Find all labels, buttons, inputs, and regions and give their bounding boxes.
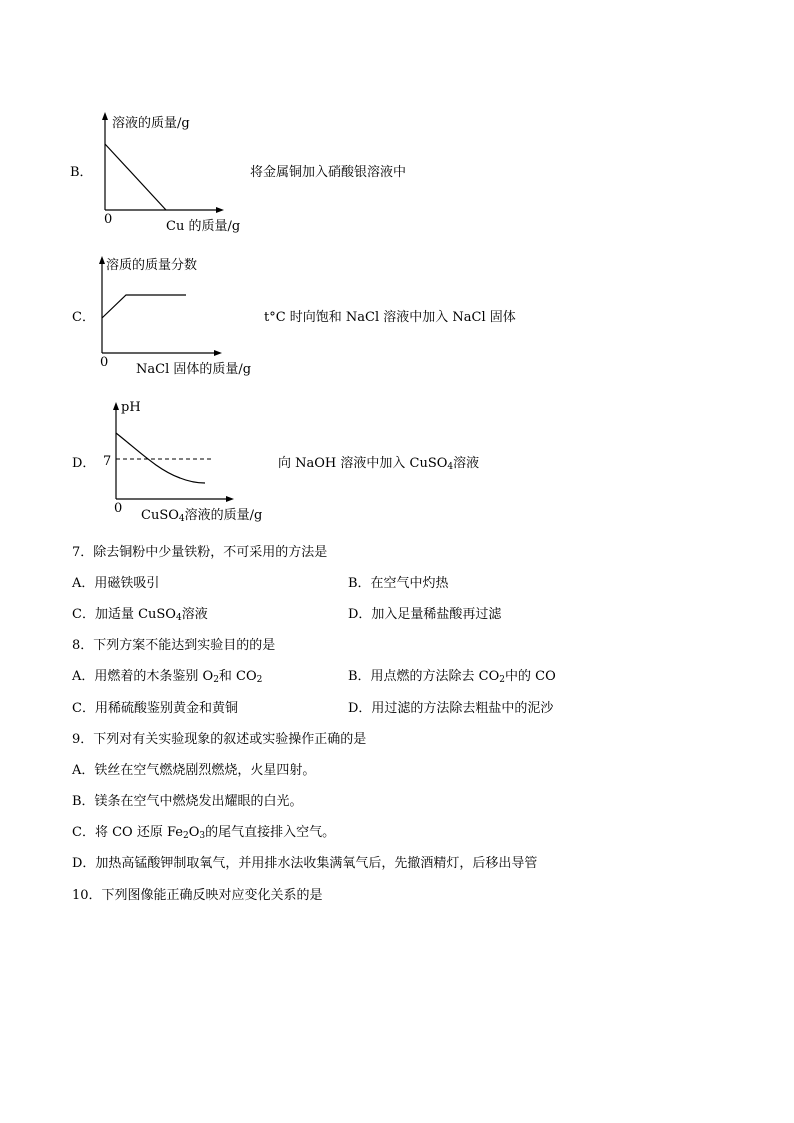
q9-option-a: A．铁丝在空气燃烧剧烈燃烧，火星四射。 — [72, 763, 316, 778]
option-b-label: B． — [70, 165, 93, 180]
graph-c-x-arrow — [214, 350, 222, 356]
q8-option-d: D．用过滤的方法除去粗盐中的泥沙 — [348, 701, 554, 716]
graph-d-curve — [116, 433, 205, 483]
graph-b-y-arrow — [102, 112, 108, 120]
q8-option-c: C．用稀硫酸鉴别黄金和黄铜 — [72, 701, 238, 716]
graph-b-description: 将金属铜加入硝酸银溶液中 — [250, 165, 407, 180]
graph-c-ylabel: 溶质的质量分数 — [106, 258, 198, 273]
graph-d-ylabel: pH — [121, 400, 141, 415]
q8-stem: 8．下列方案不能达到实验目的的是 — [72, 638, 276, 653]
q9-option-b: B．镁条在空气中燃烧发出耀眼的白光。 — [72, 794, 303, 809]
q7-stem: 7．除去铜粉中少量铁粉，不可采用的方法是 — [72, 545, 328, 560]
graph-c-origin: 0 — [100, 355, 109, 370]
graph-b-origin: 0 — [104, 212, 113, 227]
graph-d-x-arrow — [226, 496, 234, 502]
graph-d-y-tick-7: 7 — [103, 454, 112, 469]
graph-c-curve — [102, 295, 186, 318]
graph-c-y-arrow — [99, 256, 105, 264]
graph-b-ylabel: 溶液的质量/g — [112, 116, 190, 131]
q7-option-d: D．加入足量稀盐酸再过滤 — [348, 607, 502, 622]
q9-stem: 9．下列对有关实验现象的叙述或实验操作正确的是 — [72, 732, 367, 747]
q9-option-c: C．将 CO 还原 $Fe_2O_3$的尾气直接排入空气。 — [72, 825, 336, 841]
graph-d-description: 向 NaOH 溶液中加入 CuSO$_4$溶液 — [278, 456, 480, 472]
q7-option-c: C．加适量 CuSO$_4$溶液 — [72, 607, 208, 623]
option-d-label: D． — [72, 456, 96, 471]
option-c-label: C． — [72, 310, 95, 325]
graph-d-y-arrow — [113, 402, 119, 410]
q10-stem: 10．下列图像能正确反映对应变化关系的是 — [72, 888, 323, 903]
q8-option-a: A．用燃着的木条鉴别 $O_2$和 $CO_2$ — [72, 669, 263, 685]
graph-c-xlabel: NaCl 固体的质量/g — [136, 362, 252, 377]
graph-b-x-arrow — [216, 207, 224, 213]
graph-d-origin: 0 — [114, 501, 123, 516]
q9-option-d: D．加热高锰酸钾制取氧气，并用排水法收集满氧气后，先撤酒精灯，后移出导管 — [72, 856, 538, 871]
q7-option-b: B．在空气中灼热 — [348, 576, 449, 591]
graph-b-xlabel: Cu 的质量/g — [166, 219, 241, 234]
q7-option-a: A．用磁铁吸引 — [72, 576, 160, 591]
graph-d-xlabel: CuSO$_4$溶液的质量/g — [141, 508, 263, 524]
graph-b-curve — [105, 144, 166, 210]
graph-d-axes — [113, 402, 234, 502]
graph-c-description: t°C 时向饱和 NaCl 溶液中加入 NaCl 固体 — [264, 310, 516, 325]
q8-option-b: B．用点燃的方法除去 $CO_2$中的 CO — [348, 669, 556, 685]
